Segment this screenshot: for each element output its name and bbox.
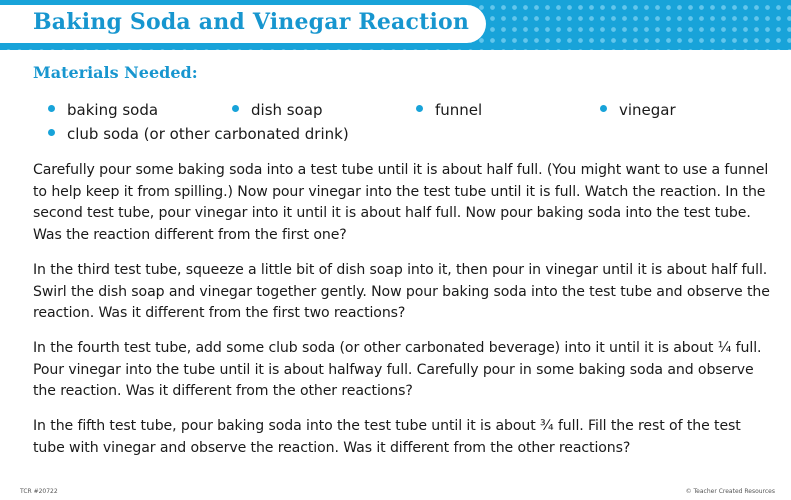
header-banner	[0, 0, 791, 50]
bullet-icon	[600, 105, 607, 112]
bullet-icon	[232, 105, 239, 112]
material-item-funnel: funnel	[416, 101, 482, 119]
bullet-icon	[416, 105, 423, 112]
paragraph-3: In the fourth test tube, add some club soda (or other carbonated beverage) into it until it is about ¼ full. Pour vinegar into the tube until it is about halfway full. Carefully pour in some baking soda and observe the reaction. Was it different from the other reactions?	[33, 340, 762, 399]
page-title: Baking Soda and Vinegar Reaction	[33, 9, 470, 35]
bullet-icon	[48, 105, 55, 112]
paragraph-1: Carefully pour some baking soda into a test tube until it is about half full. (You might want to use a funnel to help keep it from spilling.) Now pour vinegar into the test tube until it is full. Watch the reaction. In the second test tube, pour vinegar into it until it is about half full. Now pour baking soda into the test tube. Was the reaction different from the first one?	[33, 162, 769, 243]
paragraph-2: In the third test tube, squeeze a little bit of dish soap into it, then pour in vinegar until it is about half full. Swirl the dish soap and vinegar together gently. Now pour baking soda into the test tube and observe the reaction. Was it different from the first two reactions?	[33, 262, 770, 321]
material-item-dish-soap: dish soap	[232, 101, 322, 119]
title-panel	[0, 5, 486, 43]
material-item-vinegar: vinegar	[600, 101, 676, 119]
paragraph-4: In the fifth test tube, pour baking soda into the test tube until it is about ¾ full. Fill the rest of the test tube with vinegar and observe the reaction. Was it different from the other reactions?	[33, 418, 741, 456]
product-code: TCR #20722	[20, 488, 58, 495]
bullet-icon	[48, 129, 55, 136]
material-item-club-soda: club soda (or other carbonated drink)	[48, 125, 349, 143]
materials-heading: Materials Needed:	[33, 63, 198, 82]
material-item-baking-soda: baking soda	[48, 101, 158, 119]
copyright-notice: © Teacher Created Resources	[685, 488, 775, 495]
